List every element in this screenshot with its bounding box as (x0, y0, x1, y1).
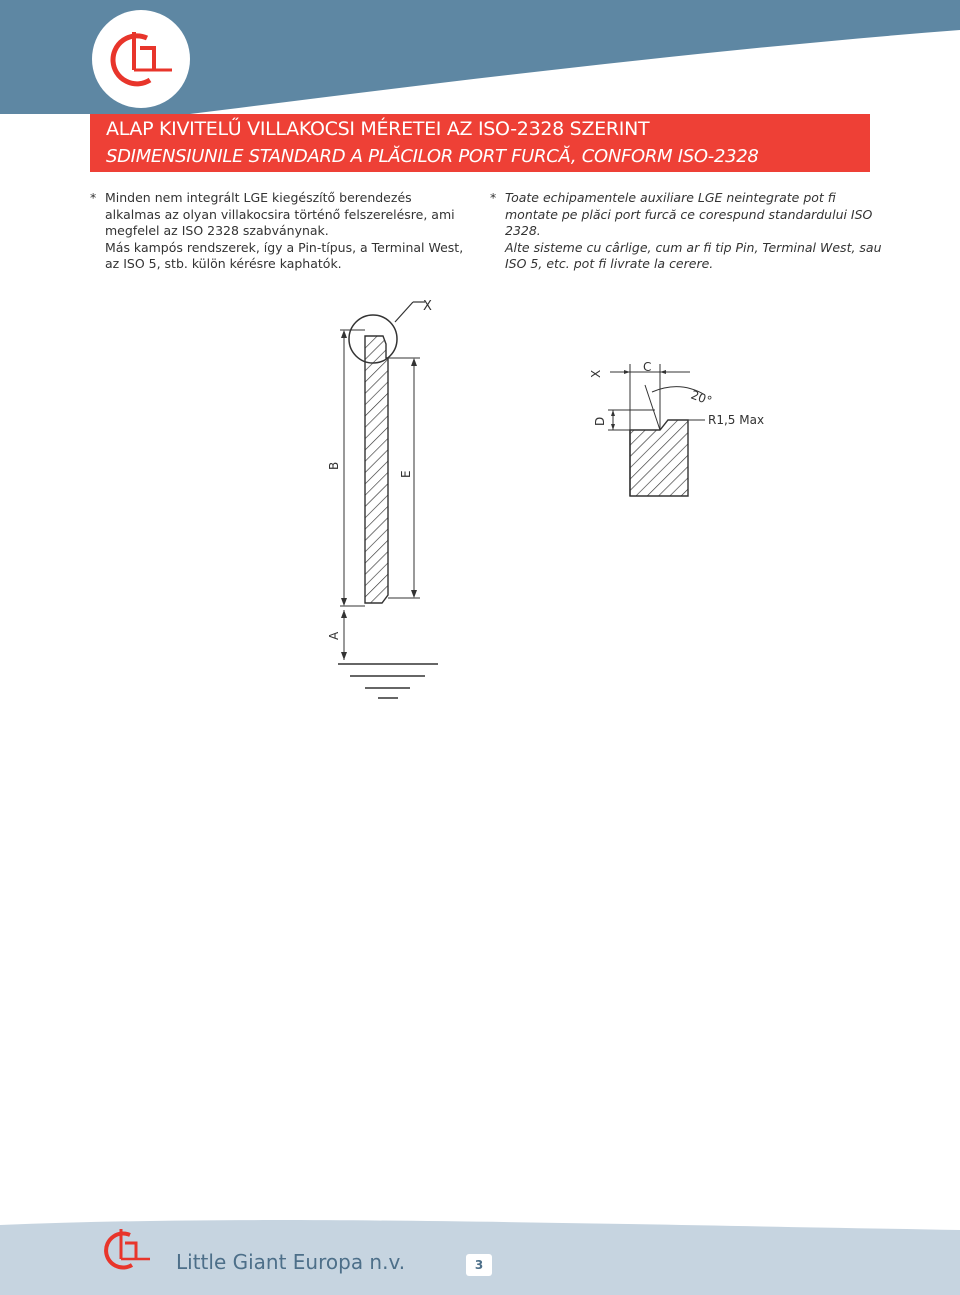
footer-logo (92, 1215, 162, 1285)
carrier-plate-section (327, 299, 438, 698)
label-b: B (327, 461, 341, 470)
logo (92, 10, 190, 108)
bullet-asterisk: * (90, 190, 97, 205)
detail-x-drawing (589, 360, 764, 496)
lge-logo-icon (92, 10, 190, 108)
page-subtitle: SDIMENSIUNILE STANDARD A PLĂCILOR PORT FURCĂ, CONFORM ISO-2328 (106, 146, 759, 167)
page-number: 3 (466, 1254, 492, 1276)
detail-label-d: D (593, 416, 607, 426)
bullet-asterisk: * (490, 190, 497, 205)
detail-angle: 20° (688, 387, 714, 409)
romanian-text: Toate echipamentele auxiliare LGE neintegrate pot fi montate pe plăci port furcă ce corespund standardului ISO 2328. (505, 190, 873, 238)
footer-company-name: Little Giant Europa n.v. (176, 1250, 406, 1274)
romanian-text-2: Alte sisteme cu cârlige, cum ar fi tip Pin, Terminal West, sau ISO 5, etc. pot fi livrate la cerere. (505, 239, 882, 271)
label-a: A (327, 631, 341, 640)
label-e: E (399, 470, 413, 478)
hungarian-paragraph (90, 190, 470, 273)
detail-radius: R1,5 Max (708, 413, 765, 427)
romanian-notes (490, 190, 890, 273)
page-title: ALAP KIVITELŰ VILLAKOCSI MÉRETEI AZ ISO-2328 SZERINT (106, 118, 650, 140)
romanian-paragraph (490, 190, 890, 273)
hungarian-notes (90, 190, 470, 273)
detail-label-c: C (643, 360, 652, 374)
label-x: X (423, 299, 432, 314)
hungarian-text-2: Más kampós rendszerek, így a Pin-típus, a Terminal West, az ISO 5, stb. külön kérésre kaphatók. (105, 239, 464, 271)
lge-logo-icon (92, 1215, 162, 1285)
hungarian-text: Minden nem integrált LGE kiegészítő berendezés alkalmas az olyan villakocsira történő felszerelésre, ami megfelel az ISO 2328 szabványnak. (105, 190, 455, 238)
detail-label-x: X (589, 369, 603, 378)
technical-drawing (0, 290, 960, 710)
title-banner (90, 114, 870, 172)
